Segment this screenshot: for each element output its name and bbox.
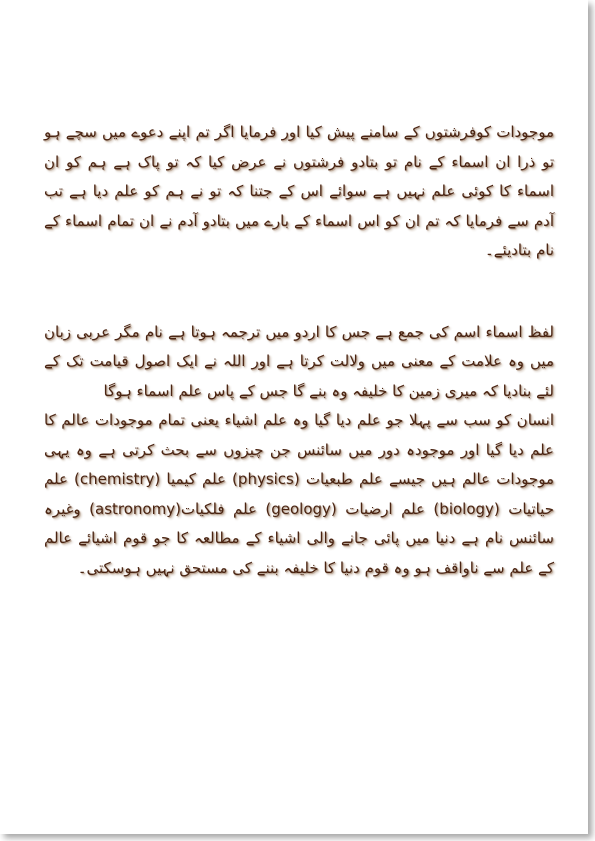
paragraph-gap (44, 266, 554, 318)
paragraph-angels-names: موجودات کوفرشتوں کے سامنے پیش کیا اور فرمایا اگر تم اپنے دعوے میں سچے ہو تو ذرا ان اسماء کے نام تو بتادو فرشتوں نے عرض کیا کہ تو پاک ہے ہم کو ان اسماء کا کوئی علم نہیں ہے سوائے اس کے جتنا کہ تو نے ہم کو علم دیا ہے تب آدم سے فرمایا کہ تم ان کو اس اسماء کے بارے میں بتادو آدم نے ان تمام اسماء کے نام بتادیئے۔ (44, 123, 554, 259)
paragraph-asma-meaning: لفظ اسماء اسم کی جمع ہے جس کا اردو میں ترجمہ ہوتا ہے نام مگر عربی زبان میں وہ علامت کے معنی میں ولالت کرتا ہے اور اللہ نے ایک اصول قیامت تک کے لئے بنادیا کہ میری زمین کا خلیفہ وہ بنے گا جس کے پاس علم اسماء ہوگا (44, 322, 554, 400)
page-body (44, 118, 554, 583)
paragraph-science-knowledge: انسان کو سب سے پہلا جو علم دیا گیا وہ علم اشیاء یعنی تمام موجودات عالم کا علم دیا گیا اور موجودہ دور میں سائنس جن چیزوں سے بحث کرتی ہے وہ یہی موجودات عالم ہیں جیسے علم طبعیات (physics) علم کیمیا (chemistry) علم حیاتیات (biology) علم ارضیات (geology) علم فلکیات(astronomy) وغیرہ سائنس نام ہے دنیا میں پائی جانے والی اشیاء کے مطالعہ کا جو قوم اشیائے عالم کے علم سے ناواقف ہو وہ قوم دنیا کا خلیفہ بننے کی مستحق نہیں ہوسکتی۔ (44, 411, 554, 577)
